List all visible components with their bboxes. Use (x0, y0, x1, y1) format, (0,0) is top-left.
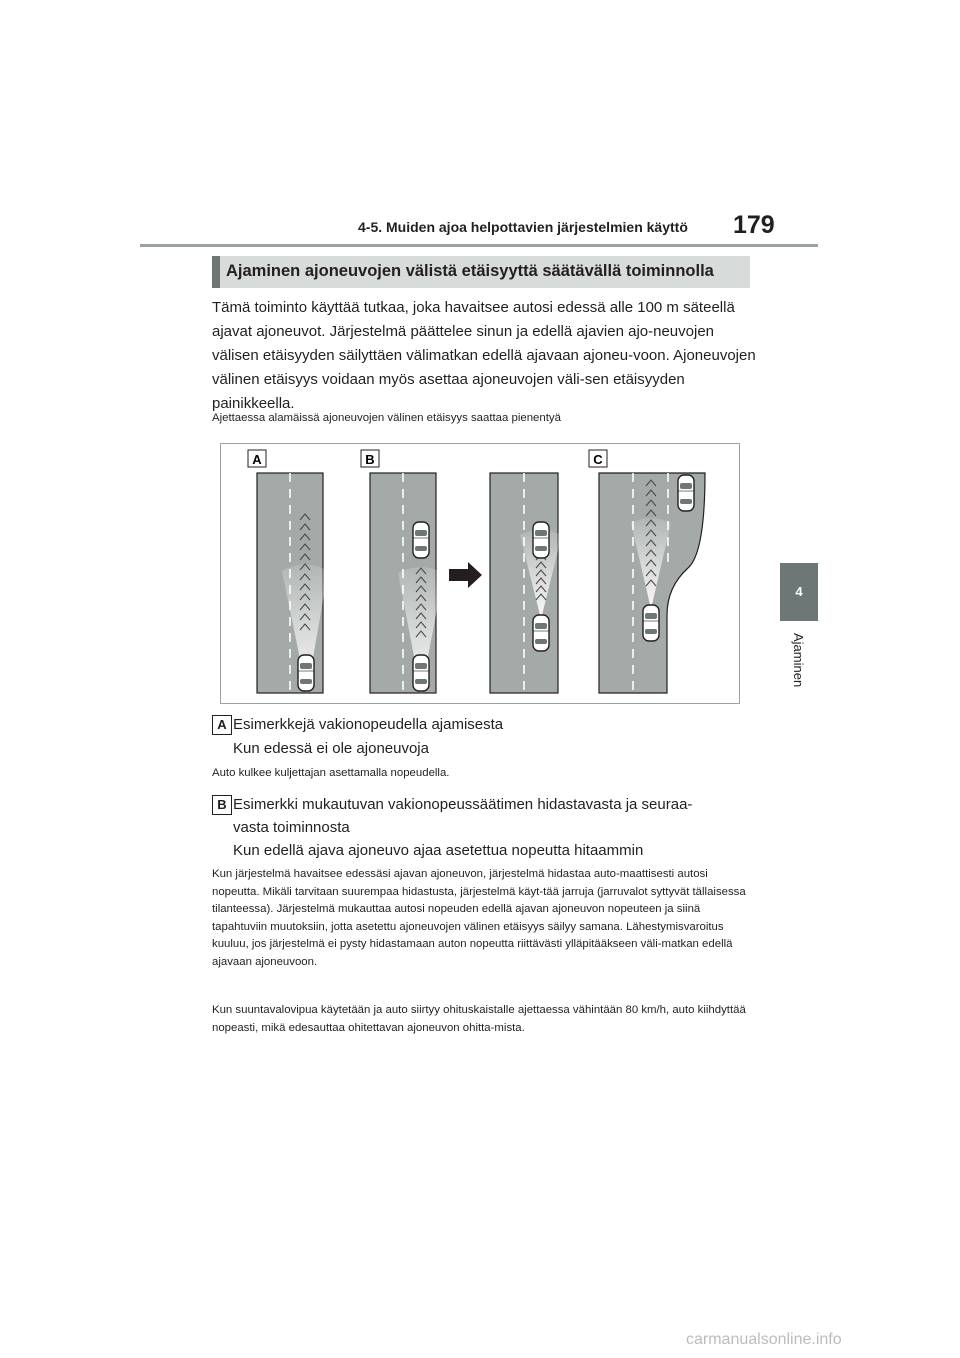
acc-illustration (220, 443, 740, 704)
road-a (257, 473, 328, 693)
section-heading-text: Ajaminen ajoneuvojen välistä etäisyyttä säätävällä toiminnolla (226, 262, 714, 280)
figure-label-b (361, 450, 379, 467)
road-b (370, 473, 444, 693)
section-header: 4-5. Muiden ajoa helpottavien järjestelmien käyttö (358, 219, 688, 235)
own-car-a (298, 655, 314, 691)
figure-label-c (589, 450, 607, 467)
figure-label-b-text: B (365, 452, 375, 467)
lead-car-b (413, 522, 429, 558)
figure-label-a-text: A (252, 452, 262, 467)
item-a-condition: Kun edessä ei ole ajoneuvoja (233, 740, 429, 757)
item-b-condition: Kun edellä ajava ajoneuvo ajaa asetettua nopeutta hitaammin (233, 842, 644, 859)
chapter-tab: 4 (780, 563, 818, 621)
note-text: Ajettaessa alamäissä ajoneuvojen välinen etäisyys saattaa pienentyä (212, 412, 561, 424)
heading-accent-bar (212, 256, 220, 288)
figure-label-c-text: C (593, 452, 603, 467)
item-a-title: Esimerkkejä vakionopeudella ajamisesta (233, 716, 504, 733)
item-b-title-cont: vasta toiminnosta (233, 819, 350, 836)
own-car-b (413, 655, 429, 691)
header-rule (140, 244, 818, 247)
road-b2 (490, 473, 562, 693)
own-car-c (643, 605, 659, 641)
watermark: carmanualsonline.info (686, 1331, 842, 1348)
chapter-label (779, 633, 819, 703)
intro-paragraph: Tämä toiminto käyttää tutkaa, joka havaitsee autosi edessä alle 100 m säteellä ajavat ajoneuvot. Järjestelmä päättelee sinun ja edellä ajavien ajo-neuvojen välisen etäisyyden säilyttäen välimatkan edellä ajavaan ajoneu-voon. Ajoneuvojen välinen etäisyys voidaan myös asettaa ajoneuvojen väli-sen etäisyyden painikkeella. (212, 299, 756, 412)
item-b-title: Esimerkki mukautuvan vakionopeussäätimen hidastavasta ja seuraa- (233, 796, 693, 813)
item-b-description: Kun järjestelmä havaitsee edessäsi ajavan ajoneuvon, järjestelmä hidastaa auto-maattisesti autosi nopeutta. Mikäli tarvitaan suurempaa hidastusta, järjestelmä käyt-tää jarruja (jarruvalot syttyvät tällaisessa tilanteessa). Järjestelmä mukauttaa autosi nopeuden edellä ajavan ajoneuvon nopeuteen ja siinä tapahtuviin muutoksiin, jotta asetettu ajoneuvojen välinen etäisyys säilyy samana. Lähestymisvaroitus kuuluu, jos järjestelmä ei pysty hidastamaan auton nopeutta riittävästi ylläpitääkseen väli-matkan edellä ajavaan ajoneuvoon. (212, 868, 746, 968)
item-a-description: Auto kulkee kuljettajan asettamalla nopeudella. (212, 767, 450, 779)
own-car-b2 (533, 615, 549, 651)
item-b-overtake-note: Kun suuntavalovipua käytetään ja auto siirtyy ohituskaistalle ajettaessa vähintään 80 km/h, auto kiihdyttää nopeasti, mikä edesauttaa ohitettavan ajoneuvon ohitta-mista. (212, 1004, 746, 1034)
figure-label-a (248, 450, 266, 467)
item-a-label: A (212, 715, 232, 735)
lead-car-b2 (533, 522, 549, 558)
section-heading (212, 256, 750, 288)
lead-car-c (678, 475, 694, 511)
item-b-label: B (212, 795, 232, 815)
page-number: 179 (733, 211, 775, 239)
chapter-label-text: Ajaminen (791, 633, 806, 688)
